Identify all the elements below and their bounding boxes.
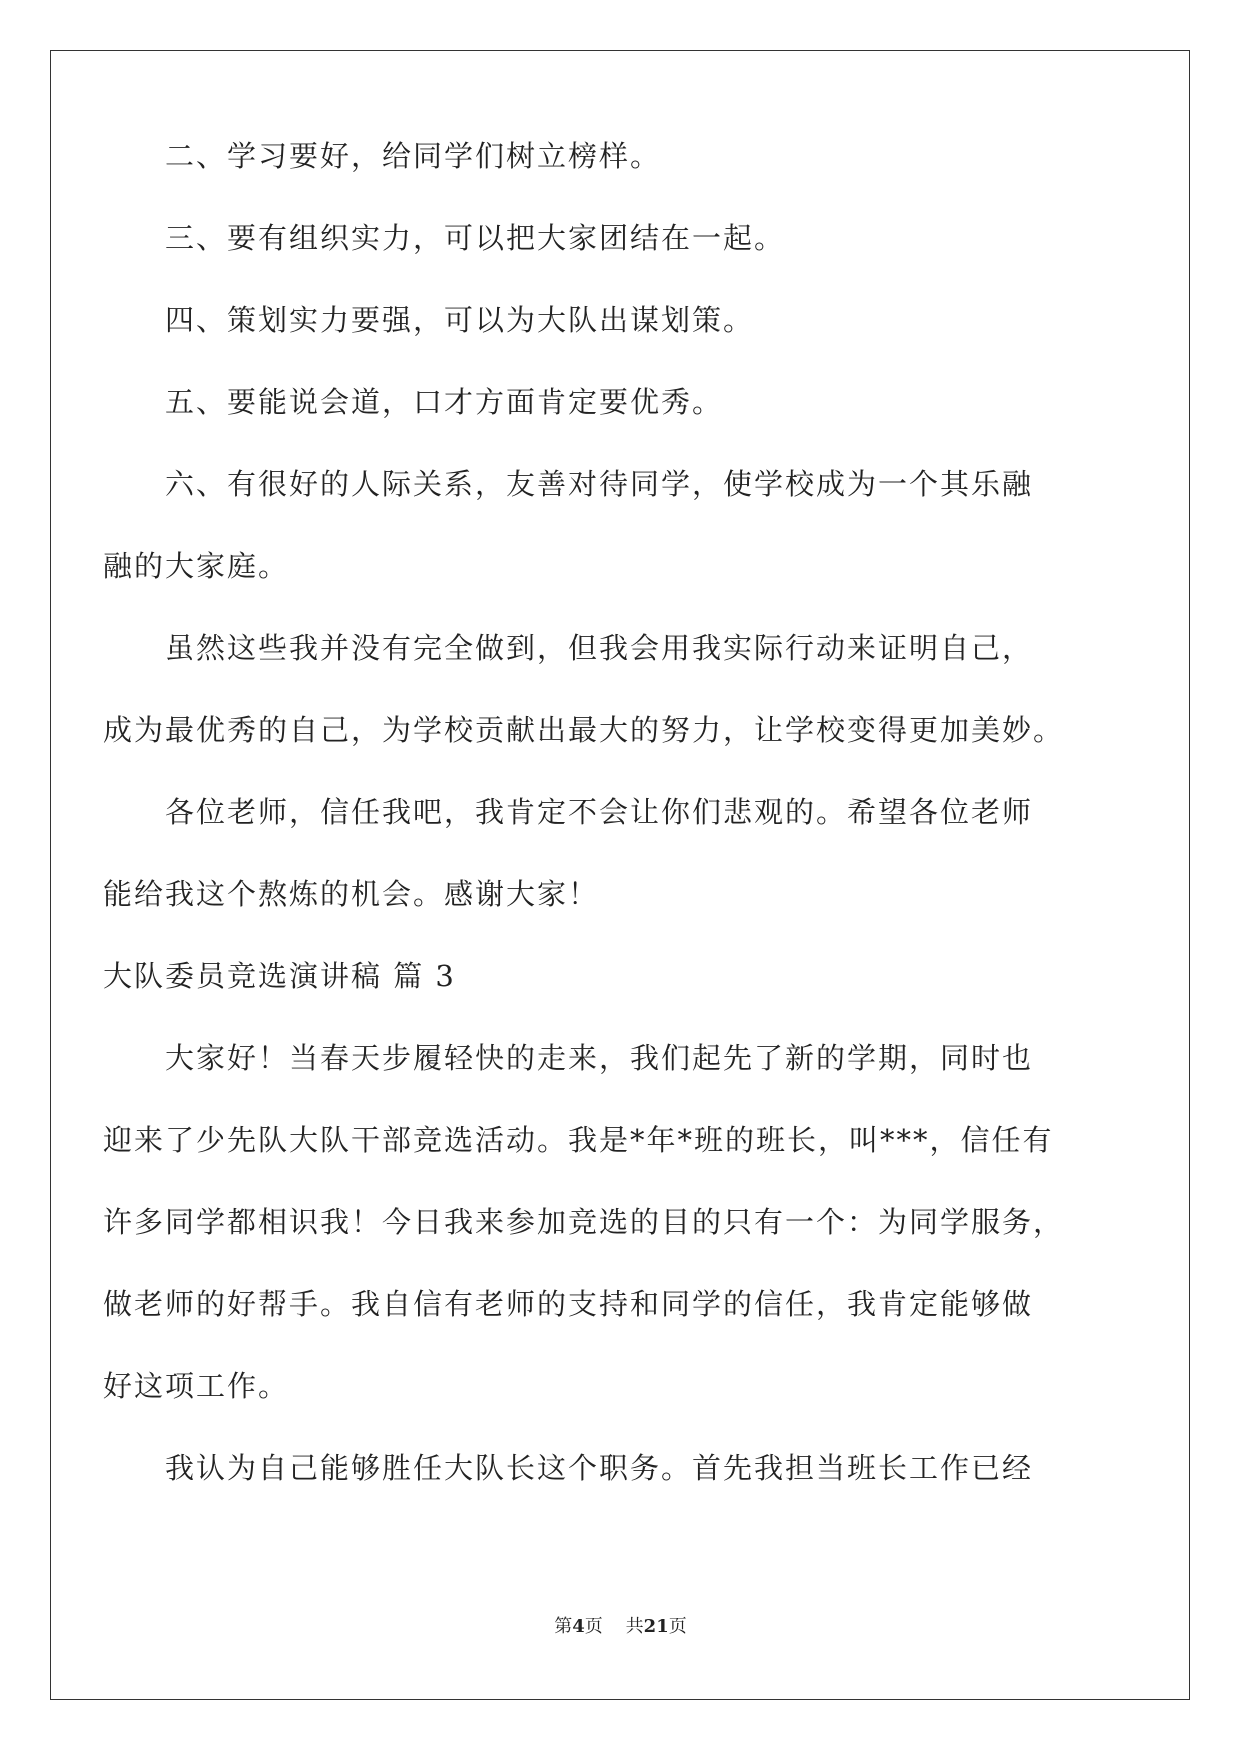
paragraph-line: 好这项工作。 bbox=[103, 1369, 290, 1403]
paragraph-line: 六、有很好的人际关系，友善对待同学，使学校成为一个其乐融 bbox=[165, 467, 1034, 501]
paragraph-line: 虽然这些我并没有完全做到，但我会用我实际行动来证明自己， bbox=[165, 631, 1034, 665]
paragraph-line: 做老师的好帮手。我自信有老师的支持和同学的信任，我肯定能够做 bbox=[103, 1287, 1034, 1321]
paragraph-line: 四、策划实力要强，可以为大队出谋划策。 bbox=[165, 303, 755, 337]
footer-page-unit: 页 bbox=[584, 1616, 603, 1637]
document-body bbox=[103, 115, 1093, 1509]
footer-page-prefix: 第 bbox=[554, 1616, 573, 1637]
paragraph-line: 二、学习要好，给同学们树立榜样。 bbox=[165, 139, 662, 173]
paragraph-line: 迎来了少先队大队干部竞选活动。我是*年*班的班长，叫***，信任有 bbox=[103, 1123, 1054, 1157]
paragraph-line: 能给我这个熬炼的机会。感谢大家！ bbox=[103, 877, 600, 911]
page-footer bbox=[0, 1612, 1241, 1638]
footer-total-prefix: 共 bbox=[625, 1616, 644, 1637]
section-heading: 大队委员竞选演讲稿 篇 3 bbox=[103, 959, 456, 993]
paragraph-line: 许多同学都相识我！今日我来参加竞选的目的只有一个：为同学服务， bbox=[103, 1205, 1065, 1239]
paragraph-line: 大家好！当春天步履轻快的走来，我们起先了新的学期，同时也 bbox=[165, 1041, 1034, 1075]
paragraph-line: 三、要有组织实力，可以把大家团结在一起。 bbox=[165, 221, 786, 255]
footer-total-unit: 页 bbox=[668, 1616, 687, 1637]
paragraph-line: 我认为自己能够胜任大队长这个职务。首先我担当班长工作已经 bbox=[165, 1451, 1034, 1485]
paragraph-line: 各位老师，信任我吧，我肯定不会让你们悲观的。希望各位老师 bbox=[165, 795, 1034, 829]
footer-total-pages: 21 bbox=[643, 1616, 669, 1637]
paragraph-line: 融的大家庭。 bbox=[103, 549, 290, 583]
paragraph-line: 五、要能说会道，口才方面肯定要优秀。 bbox=[165, 385, 724, 419]
paragraph-line: 成为最优秀的自己，为学校贡献出最大的努力，让学校变得更加美妙。 bbox=[103, 713, 1065, 747]
footer-page-number: 4 bbox=[572, 1616, 585, 1637]
